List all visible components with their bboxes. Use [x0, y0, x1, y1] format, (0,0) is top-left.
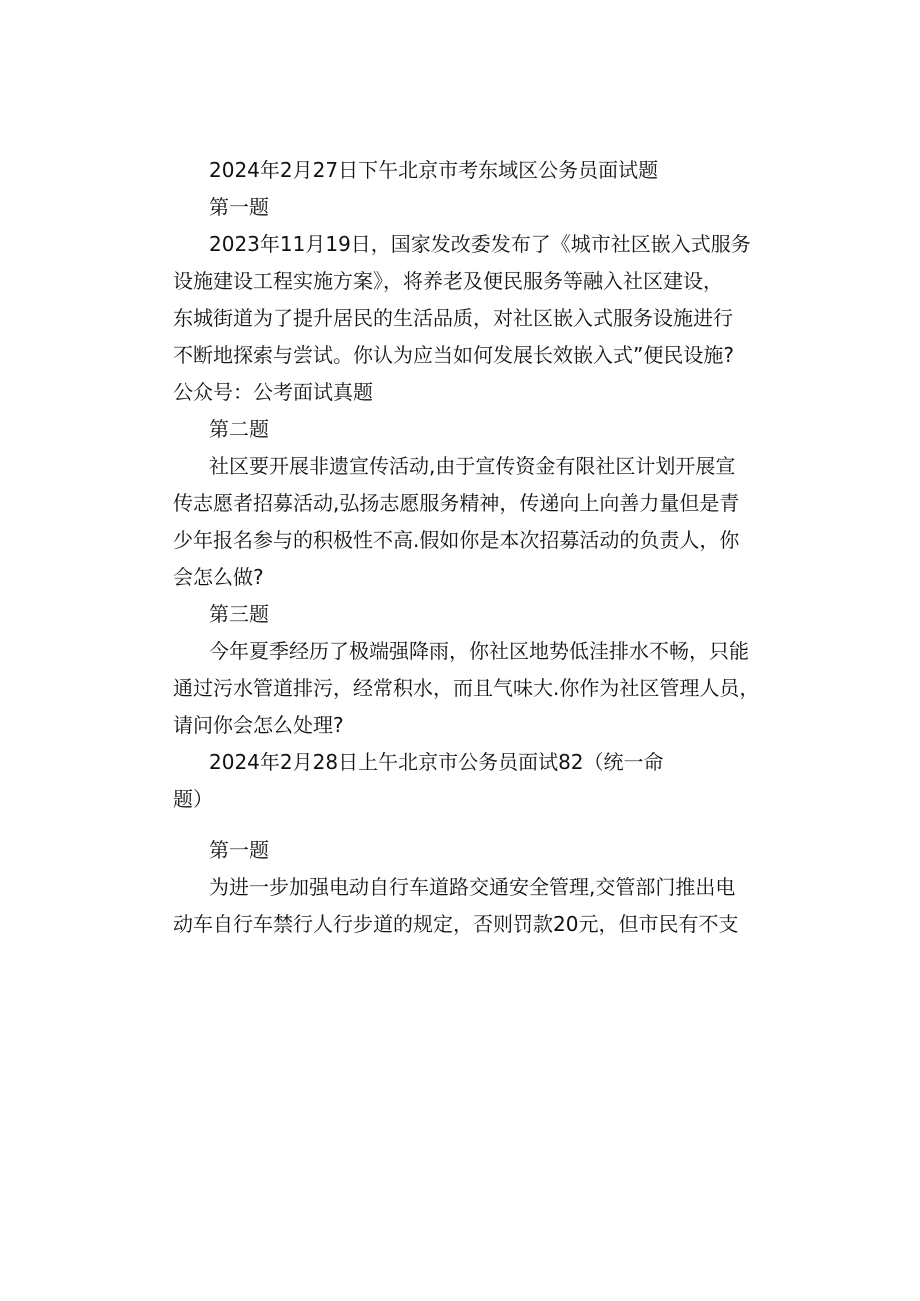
paragraph-line: 东城街道为了提升居民的生活品质，对社区嵌入式服务设施进行: [173, 306, 733, 330]
paragraph-line: 少年报名参与的积极性不高.假如你是本次招募活动的负责人，你: [173, 528, 740, 552]
question-title: 第三题: [209, 602, 269, 626]
paragraph-line: 请问你会怎么处理?: [173, 713, 344, 737]
paragraph-line: 传志愿者招募活动,弘扬志愿服务精神，传递向上向善力量但是青: [173, 491, 740, 515]
paragraph-line: 为进一步加强电动自行车道路交通安全管理,交管部门推出电: [209, 875, 736, 899]
paragraph-line: 动车自行车禁行人行步道的规定，否则罚款20元，但市民有不支: [173, 912, 739, 936]
paragraph-line: 今年夏季经历了极端强降雨，你社区地势低洼排水不畅，只能: [209, 639, 749, 663]
question-title: 第一题: [209, 838, 269, 862]
spacer: [173, 818, 773, 832]
document-heading: 2024年2月28日上午北京市公务员面试82（统一命: [209, 750, 664, 774]
paragraph-line: 会怎么做?: [173, 565, 264, 589]
paragraph-line: 设施建设工程实施方案》，将养老及便民服务等融入社区建设，: [173, 269, 723, 293]
paragraph-line: 社区要开展非遗宣传活动,由于宣传资金有限社区计划开展宣: [209, 454, 736, 478]
paragraph-line: 2023年11月19日，国家发改委发布了《城市社区嵌入式服务: [209, 232, 751, 256]
paragraph-line: 公众号：公考面试真题: [173, 380, 373, 404]
question-title: 第二题: [209, 417, 269, 441]
paragraph-line: 不断地探索与尝试。你认为应当如何发展长效嵌入式”便民设施?: [173, 343, 734, 367]
document-heading: 2024年2月27日下午北京市考东域区公务员面试题: [209, 158, 659, 182]
document-heading: 题）: [173, 787, 213, 811]
question-title: 第一题: [209, 195, 269, 219]
document-page: [173, 152, 773, 943]
paragraph-line: 通过污水管道排污，经常积水，而且气味大.你作为社区管理人员，: [173, 676, 760, 700]
